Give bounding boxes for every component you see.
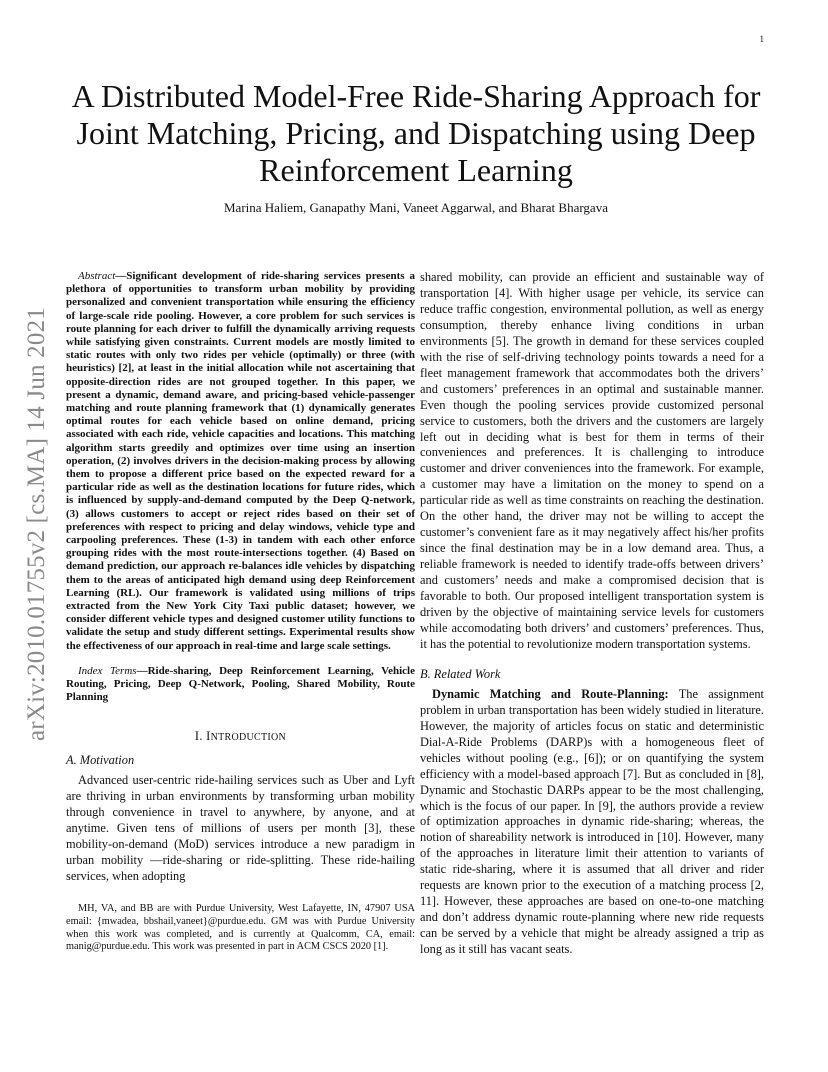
related-work-text: The assignment problem in urban transportation has been widely studied in literature. However, the majority of articles focus on static and deterministic Dial-A-Ride Problems (DARP)s with a homogeneous fleet of vehicles without pooling (e.g., [6]); or on quantifying the system efficiency with a model-based approach [7]. But as concluded in [8], Dynamic and Stochastic DARPs appear to be the most challenging, which is the focus of our paper. In [9], the authors provide a review of optimization approaches in dynamic ride-sharing; whereas, the notion of shareability network is introduced in [10]. However, many of the approaches in literature limit their attention to variants of static ride-sharing, where it is assumed that all driver and rider requests are known prior to the execution of a matching process [2, 11]. However, these approaches are based on one-to-one matching and don’t address dynamic route-planning where new ride requests can be served by a vehicle that might be already assigned a trip as long as it still has vacant seats. bbox=[420, 686, 764, 957]
index-terms-text: —Ride-sharing, Deep Reinforcement Learning, Vehicle Routing, Pricing, Deep Q-Network, Pooling, Shared Mobility, Route Planning bbox=[66, 664, 415, 704]
intro-continued-paragraph: shared mobility, can provide an efficient and sustainable way of transportation [4]. With higher usage per vehicle, its service can reduce traffic congestion, environmental pollution, as well as energy consumption, thereby enhance living conditions in urban environments [5]. The growth in demand for these services coupled with the rise of self-driving technology points towards a need for a fleet management framework that accommodates both the drivers’ and customers’ preferences in an optimal and sustainable manner. Even though the pooling services provide customized personal service to customers, both the drivers and the customers are largely left out in deciding what is best for them in terms of their conveniences and preferences. It is challenging to introduce customer and driver conveniences into the framework. For example, a customer may have a limitation on the money to spend on a particular ride as well as time constraints on reaching the destination. On the other hand, the driver may not be willing to accept the customer’s convenient fare as it may negatively affect his/her profits since the final destination may be in a low demand area. Thus, a reliable framework is needed to identify trade-offs between drivers’ and customers’ needs and make a compromised decision that is favorable to both. Our proposed intelligent transportation system is driven by the objective of maintaining service levels for customers while accomodating both drivers’ and customers’ preferences. Thus, it has the potential to revolutionize modern transportation systems. bbox=[420, 270, 764, 651]
section-numeral: I. bbox=[194, 728, 203, 743]
index-terms-label: Index Terms bbox=[78, 664, 137, 677]
section-head-rest: NTRODUCTION bbox=[210, 731, 287, 743]
paper-title: A Distributed Model-Free Ride-Sharing Approach for Joint Matching, Pricing, and Dispatching using Deep Reinforcement Learning bbox=[71, 78, 761, 188]
subsection-heading-related-work: B. Related Work bbox=[420, 666, 501, 681]
index-terms bbox=[66, 665, 415, 705]
arxiv-stamp bbox=[20, 285, 54, 763]
right-column bbox=[420, 270, 764, 958]
subsection-heading-motivation: A. Motivation bbox=[66, 753, 135, 768]
page-number: 1 bbox=[759, 34, 764, 44]
motivation-paragraph: Advanced user-centric ride-hailing services such as Uber and Lyft are thriving in urban environments by transforming urban mobility through convenience in travel to anywhere, by anyone, and at anytime. Given tens of millions of users per month [3], these mobility-on-demand (MoD) services introduce a new paradigm in urban mobility —ride-sharing or ride-splitting. These ride-hailing services, when adopting bbox=[66, 773, 415, 884]
arxiv-stamp-text: arXiv:2010.01755v2 [cs.MA] 14 Jun 2021 bbox=[23, 307, 50, 741]
abstract-label: Abstract bbox=[78, 270, 116, 282]
related-work-paragraph bbox=[420, 687, 764, 958]
related-work-runin-heading: Dynamic Matching and Route-Planning: bbox=[432, 686, 669, 701]
section-head-initial: I bbox=[206, 728, 211, 743]
author-list: Marina Haliem, Ganapathy Mani, Vaneet Aggarwal, and Bharat Bhargava bbox=[224, 200, 608, 215]
abstract-text: —Significant development of ride-sharing services presents a plethora of opportunities to transform urban mobility by providing personalized and convenient transportation while ensuring the efficiency of large-scale ride pooling. However, a core problem for such services is route planning for each driver to fulfill the dynamically arriving requests while satisfying given constraints. Current models are mostly limited to static routes with only two rides per vehicle (optimally) or three (with heuristics) [2], at least in the initial allocation while not ascertaining that opposite-direction rides are not grouped together. In this paper, we present a dynamic, demand aware, and pricing-based vehicle-passenger matching and route planning framework that (1) dynamically generates optimal routes for each vehicle based on online demand, pricing associated with each ride, vehicle capacities and locations. This matching algorithm starts greedily and optimizes over time using an insertion operation, (2) involves drivers in the decision-making process by allowing them to propose a different price based on the expected reward for a particular ride as well as the destination locations for future rides, which is influenced by supply-and-demand computed by the Deep Q-network, (3) allows customers to accept or reject rides based on their set of preferences with respect to pricing and delay windows, vehicle type and carpooling preferences. These (1-3) in tandem with each other enforce grouping rides with the most route-intersections together. (4) Based on demand prediction, our approach re-balances idle vehicles by dispatching them to the areas of anticipated high demand using deep Reinforcement Learning (RL). Our framework is validated using millions of trips extracted from the New York City Taxi public dataset; however, we consider different vehicle types and designed customer utility functions to validate the setup and study different settings. Experimental results show the effectiveness of our approach in real-time and large scale settings. bbox=[66, 270, 415, 652]
abstract bbox=[66, 270, 415, 653]
footnote: MH, VA, and BB are with Purdue University, West Lafayette, IN, 47907 USA email: {mwadea, bbshail,vaneet}@purdue.edu. GM was with Purdue University when this work was completed, and is currently at Qualcomm, CA, email: manig@purdue.edu. This work was presented in part in ACM CSCS 2020 [1]. bbox=[66, 903, 415, 953]
section-heading-introduction bbox=[66, 729, 415, 746]
left-column bbox=[66, 270, 415, 954]
